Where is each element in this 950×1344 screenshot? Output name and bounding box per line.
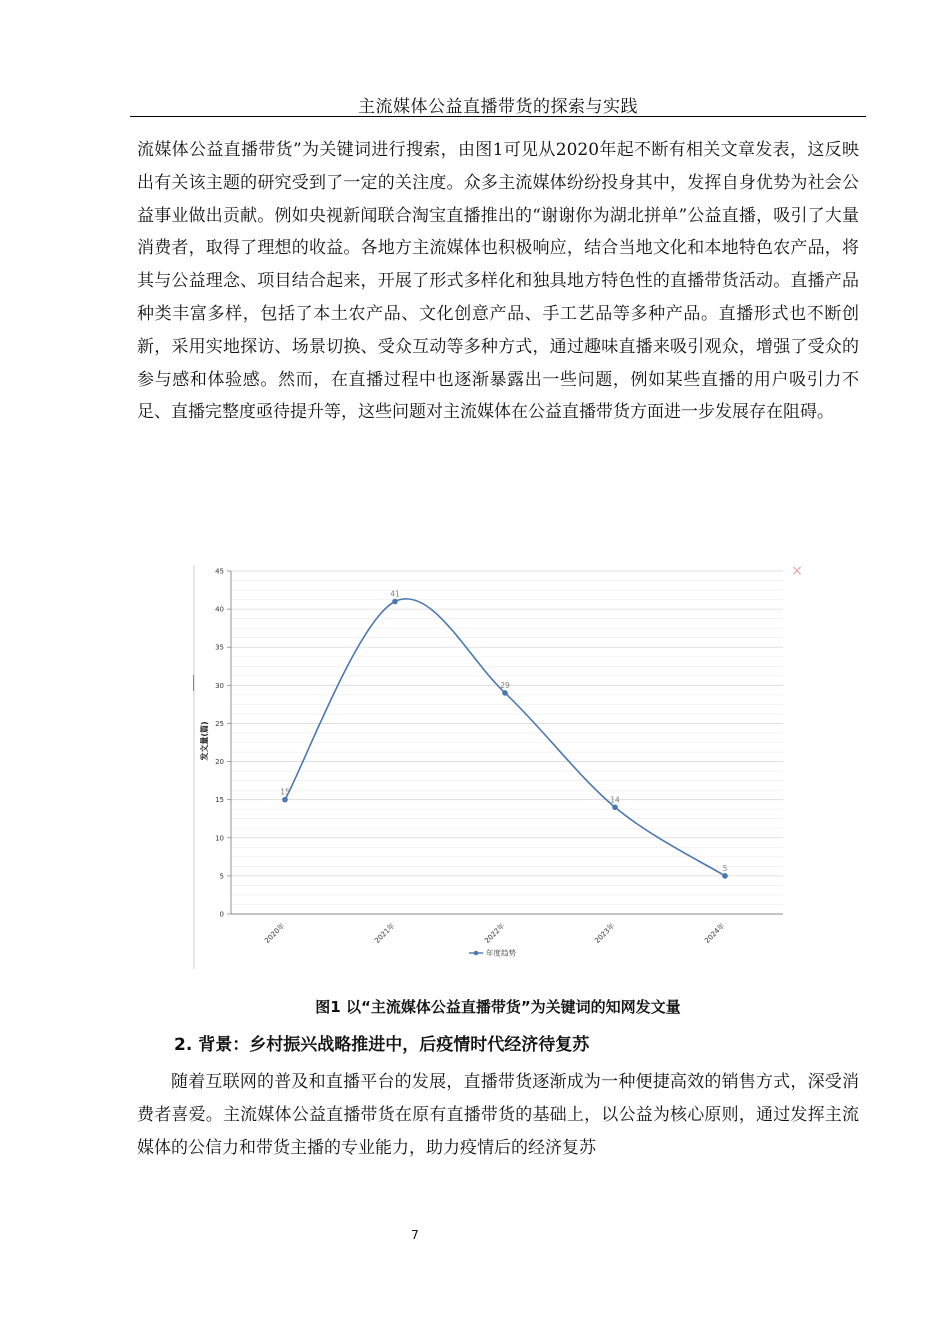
page-number: 7 [411, 1228, 419, 1242]
data-point [722, 873, 728, 879]
y-tick-label: 0 [219, 910, 224, 919]
x-tick-label: 2021年 [373, 921, 397, 945]
y-tick-label: 15 [215, 796, 224, 805]
close-icon[interactable]: × [791, 563, 803, 579]
x-tick-label: 2024年 [703, 921, 727, 945]
page-header-title: 主流媒体公益直播带货的探索与实践 [358, 97, 638, 117]
data-label: 41 [390, 589, 400, 599]
data-point [282, 797, 288, 803]
x-tick-label: 2020年 [263, 921, 287, 945]
legend-marker [474, 951, 479, 956]
data-point [612, 804, 618, 810]
y-tick-label: 5 [219, 872, 224, 881]
y-tick-label: 45 [215, 567, 224, 576]
data-point [502, 690, 508, 696]
data-label: 5 [722, 863, 728, 873]
body-paragraph-1: 流媒体公益直播带货”为关键词进行搜索，由图1可见从2020年起不断有相关文章发表，这反映出有关该主题的研究受到了一定的关注度。众多主流媒体纷纷投身其中，发挥自身优势为社会公益事业做出贡献。例如央视新闻联合淘宝直播推出的“谢谢你为湖北拼单”公益直播，吸引了大量消费者，取得了理想的收益。各地方主流媒体也积极响应，结合当地文化和本地特色农产品，将其与公益理念、项目结合起来，开展了形式多样化和独具地方特色性的直播带货活动。直播产品种类丰富多样，包括了本土农产品、文化创意产品、手工艺品等多种产品。直播形式也不断创新，采用实地探访、场景切换、受众互动等多种方式，通过趣味直播来吸引观众，增强了受众的参与感和体验感。然而，在直播过程中也逐渐暴露出一些问题，例如某些直播的用户吸引力不足、直播完整度亟待提升等，这些问题对主流媒体在公益直播带货方面进一步发展存在阻碍。 [137, 140, 859, 423]
x-tick-label: 2022年 [483, 921, 507, 945]
data-label: 29 [500, 680, 510, 690]
line-chart [193, 563, 806, 973]
body-paragraph-2: 随着互联网的普及和直播平台的发展，直播带货逐渐成为一种便捷高效的销售方式，深受消费者喜爱。主流媒体公益直播带货在原有直播带货的基础上，以公益为核心原则，通过发挥主流媒体的公信力和带货主播的专业能力，助力疫情后的经济复苏 [137, 1072, 859, 1158]
y-tick-label: 20 [215, 758, 224, 767]
y-tick-label: 35 [215, 643, 224, 652]
data-label: 14 [610, 795, 620, 805]
series-line-nianduqushi [285, 599, 725, 876]
x-tick-label: 2023年 [593, 921, 617, 945]
legend-label: 年度趋势 [486, 948, 516, 958]
figure-caption: 图1 以“主流媒体公益直播带货”为关键词的知网发文量 [315, 998, 681, 1016]
y-axis-label: 发文量(篇) [200, 721, 209, 761]
data-label: 15 [280, 787, 290, 797]
y-tick-label: 30 [215, 681, 224, 690]
figure-1 [193, 563, 806, 973]
y-tick-label: 25 [215, 719, 224, 728]
header-rule [130, 116, 866, 117]
y-tick-label: 10 [215, 834, 224, 843]
data-point [392, 599, 398, 605]
section-heading: 2. 背景：乡村振兴战略推进中，后疫情时代经济待复苏 [174, 1035, 590, 1055]
y-tick-label: 40 [215, 605, 224, 614]
